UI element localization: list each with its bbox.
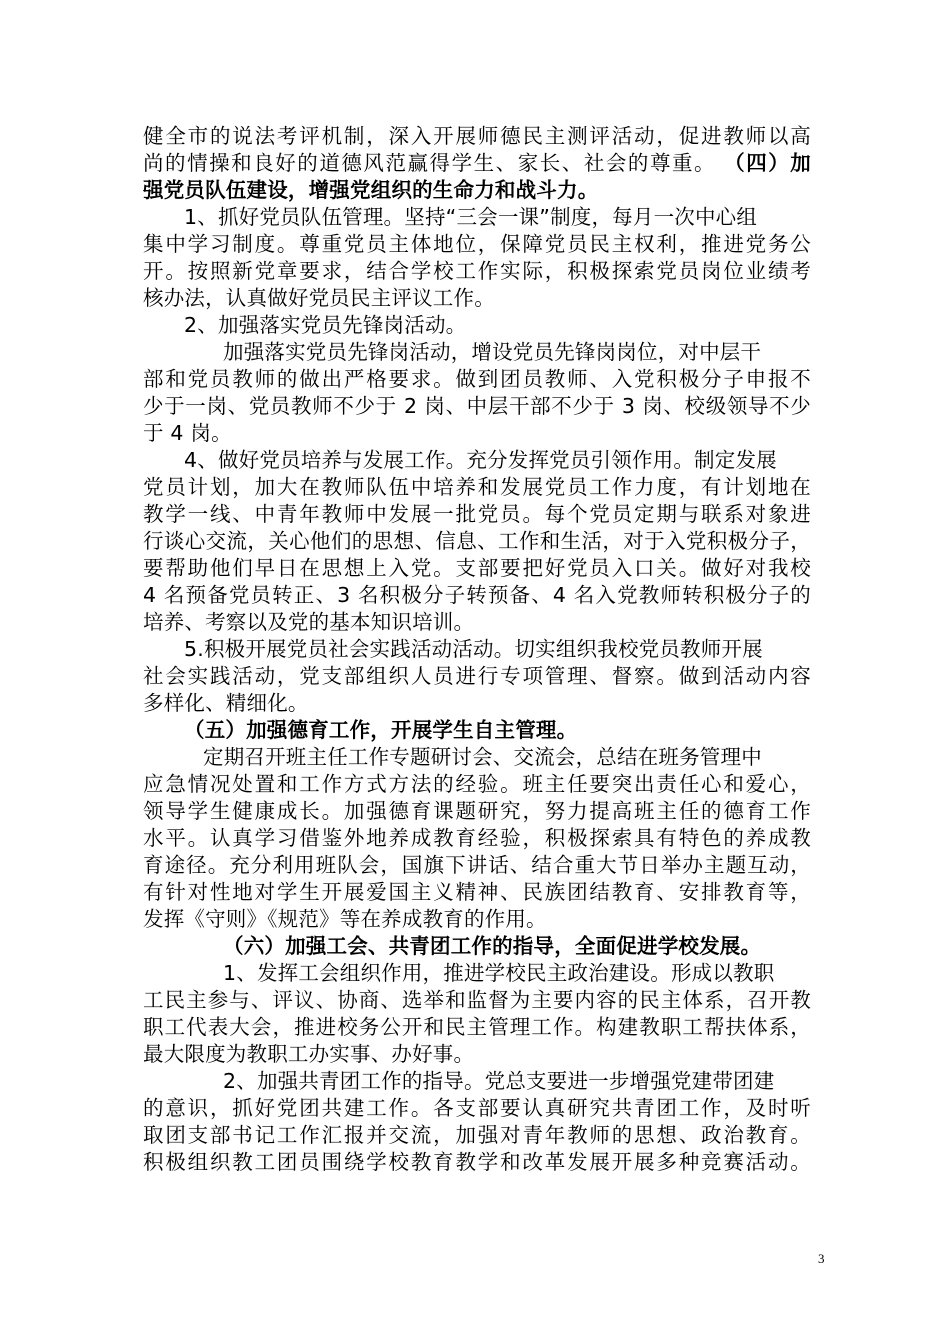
paragraph-start: 1、发挥工会组织作用，推进学校民主政治建设。形成以教职 (223, 961, 775, 985)
body-line: 积极组织教工团员围绕学校教育教学和改革发展开展多种竞赛活动。 (143, 1150, 811, 1174)
section-heading: 强党员队伍建设，增强党组织的生命力和战斗力。 (143, 178, 599, 202)
page-number: 3 (818, 1251, 825, 1266)
paragraph-start: 1、抓好党员队伍管理。坚持“三会一课”制度，每月一次中心组 (184, 205, 758, 229)
body-line: 发挥《守则》《规范》等在养成教育的作用。 (143, 907, 547, 931)
paragraph-start: 4、做好党员培养与发展工作。充分发挥党员引领作用。制定发展 (184, 448, 777, 472)
body-line: 尚的情操和良好的道德风范赢得学生、家长、社会的尊重。 （四）加 (143, 151, 811, 175)
document-body (143, 123, 811, 1176)
body-line: 核办法，认真做好党员民主评议工作。 (143, 286, 495, 310)
body-line: 有针对性地对学生开展爱国主义精神、民族团结教育、安排教育等， (143, 880, 811, 904)
section-heading-inline: （四）加 (724, 151, 811, 175)
paragraph-start: 2、加强共青团工作的指导。党总支要进一步增强党建带团建 (223, 1069, 775, 1093)
body-line: 行谈心交流，关心他们的思想、信息、工作和生活，对于入党积极分子， (143, 529, 811, 553)
paragraph-start: 定期召开班主任工作专题研讨会、交流会，总结在班务管理中 (203, 745, 762, 769)
body-line: 领导学生健康成长。加强德育课题研究，努力提高班主任的德育工作 (143, 799, 811, 823)
body-line: 党员计划，加大在教师队伍中培养和发展党员工作力度，有计划地在 (143, 475, 811, 499)
section-heading: （六）加强工会、共青团工作的指导，全面促进学校发展。 (223, 934, 762, 958)
section-heading: （五）加强德育工作，开展学生自主管理。 (184, 718, 578, 742)
body-line: 集中学习制度。尊重党员主体地位，保障党员民主权利，推进党务公 (143, 232, 811, 256)
body-line: 于 4 岗。 (143, 421, 232, 445)
paragraph-start: 2、加强落实党员先锋岗活动。 (184, 313, 467, 337)
body-line: 取团支部书记工作汇报并交流，加强对青年教师的思想、政治教育。 (143, 1123, 811, 1147)
body-line: 4 名预备党员转正、3 名积极分子转预备、4 名入党教师转积极分子的 (143, 583, 811, 607)
body-line: 部和党员教师的做出严格要求。做到团员教师、入党积极分子申报不 (143, 367, 811, 391)
body-line: 职工代表大会，推进校务公开和民主管理工作。构建教职工帮扶体系， (143, 1015, 811, 1039)
body-line: 少于一岗、党员教师不少于 2 岗、中层干部不少于 3 岗、校级领导不少 (143, 394, 811, 418)
body-line: 最大限度为教职工办实事、办好事。 (143, 1042, 475, 1066)
body-line: 要帮助他们早日在思想上入党。支部要把好党员入口关。做好对我校 (143, 556, 811, 580)
body-line: 教学一线、中青年教师中发展一批党员。每个党员定期与联系对象进 (143, 502, 811, 526)
body-line: 培养、考察以及党的基本知识培训。 (143, 610, 475, 634)
body-line: 工民主参与、评议、协商、选举和监督为主要内容的民主体系，召开教 (143, 988, 811, 1012)
body-line: 水平。认真学习借鉴外地养成教育经验，积极探索具有特色的养成教 (143, 826, 811, 850)
body-line: 育途径。充分利用班队会，国旗下讲话、结合重大节日举办主题互动， (143, 853, 811, 877)
paragraph-start: 5.积极开展党员社会实践活动活动。切实组织我校党员教师开展 (184, 637, 763, 661)
body-line: 健全市的说法考评机制，深入开展师德民主测评活动，促进教师以高 (143, 124, 811, 148)
body-line: 的意识，抓好党团共建工作。各支部要认真研究共青团工作，及时听 (143, 1096, 811, 1120)
body-line: 开。按照新党章要求，结合学校工作实际，积极探索党员岗位业绩考 (143, 259, 811, 283)
paragraph-start: 加强落实党员先锋岗活动，增设党员先锋岗岗位，对中层干 (223, 340, 762, 364)
body-line: 社会实践活动，党支部组织人员进行专项管理、督察。做到活动内容 (143, 664, 811, 688)
body-line: 应急情况处置和工作方式方法的经验。班主任要突出责任心和爱心， (143, 772, 811, 796)
body-line: 多样化、精细化。 (143, 691, 309, 715)
